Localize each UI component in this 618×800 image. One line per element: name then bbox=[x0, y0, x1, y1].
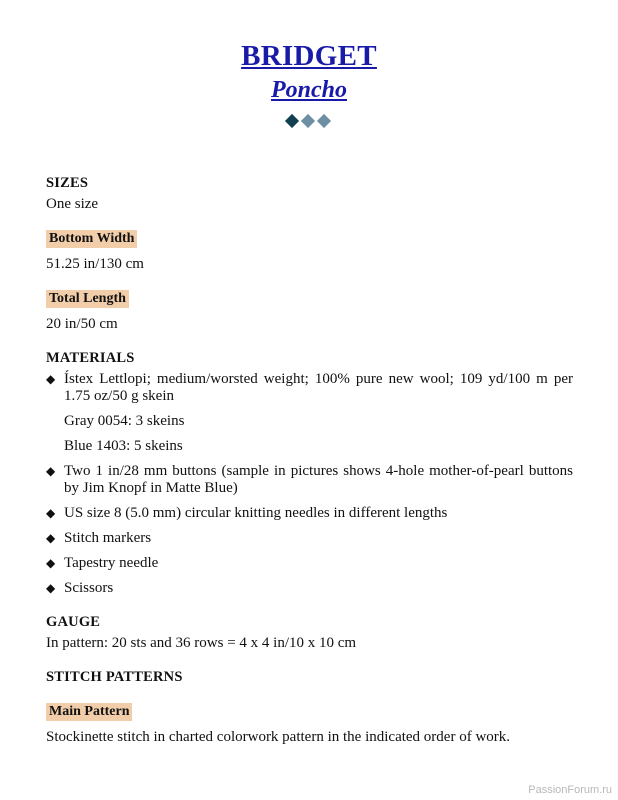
list-item: ◆ Ístex Lettlopi; medium/worsted weight; 100% pure new wool; 109 yd/100 m per 1.75 oz/50 g skein bbox=[46, 371, 573, 404]
sizes-heading: SIZES bbox=[46, 175, 89, 191]
yarn-color-gray: Gray 0054: 3 skeins bbox=[64, 413, 185, 429]
list-item: ◆ Scissors bbox=[46, 580, 114, 596]
watermark: PassionForum.ru bbox=[528, 784, 612, 796]
diamond-bullet-icon: ◆ bbox=[46, 464, 56, 478]
diamond-light-icon bbox=[317, 114, 331, 128]
yarn-color-blue: Blue 1403: 5 skeins bbox=[64, 438, 183, 454]
bottom-width-label: Bottom Width bbox=[46, 230, 137, 248]
gauge-value: In pattern: 20 sts and 36 rows = 4 x 4 in/10 x 10 cm bbox=[46, 635, 357, 651]
total-length-value: 20 in/50 cm bbox=[46, 316, 118, 332]
list-item: ◆ US size 8 (5.0 mm) circular knitting needles in different lengths bbox=[46, 505, 448, 521]
list-item: ◆ Tapestry needle bbox=[46, 555, 159, 571]
diamond-bullet-icon: ◆ bbox=[46, 531, 56, 545]
sizes-value: One size bbox=[46, 196, 99, 212]
document-body bbox=[46, 175, 573, 746]
diamond-bullet-icon: ◆ bbox=[46, 581, 56, 595]
total-length-label: Total Length bbox=[46, 290, 129, 308]
diamond-light-icon bbox=[301, 114, 315, 128]
stitch-patterns-heading: STITCH PATTERNS bbox=[46, 669, 183, 685]
page-subtitle: Poncho bbox=[270, 77, 347, 103]
list-item: ◆ Stitch markers bbox=[46, 530, 152, 546]
diamond-ornament bbox=[285, 116, 335, 130]
diamond-dark-icon bbox=[285, 114, 299, 128]
page-title: BRIDGET bbox=[241, 40, 377, 72]
main-pattern-label: Main Pattern bbox=[46, 703, 132, 721]
gauge-heading: GAUGE bbox=[46, 614, 101, 630]
diamond-bullet-icon: ◆ bbox=[46, 556, 56, 570]
bottom-width-value: 51.25 in/130 cm bbox=[46, 256, 144, 272]
materials-list bbox=[46, 371, 573, 597]
materials-heading: MATERIALS bbox=[46, 350, 135, 366]
diamond-bullet-icon: ◆ bbox=[46, 372, 56, 386]
main-pattern-text: Stockinette stitch in charted colorwork pattern in the indicated order of work. bbox=[46, 729, 511, 745]
list-item: ◆ Two 1 in/28 mm buttons (sample in pictures shows 4-hole mother-of-pearl buttons by Jim Knopf in Matte Blue) bbox=[46, 463, 573, 496]
diamond-bullet-icon: ◆ bbox=[46, 506, 56, 520]
